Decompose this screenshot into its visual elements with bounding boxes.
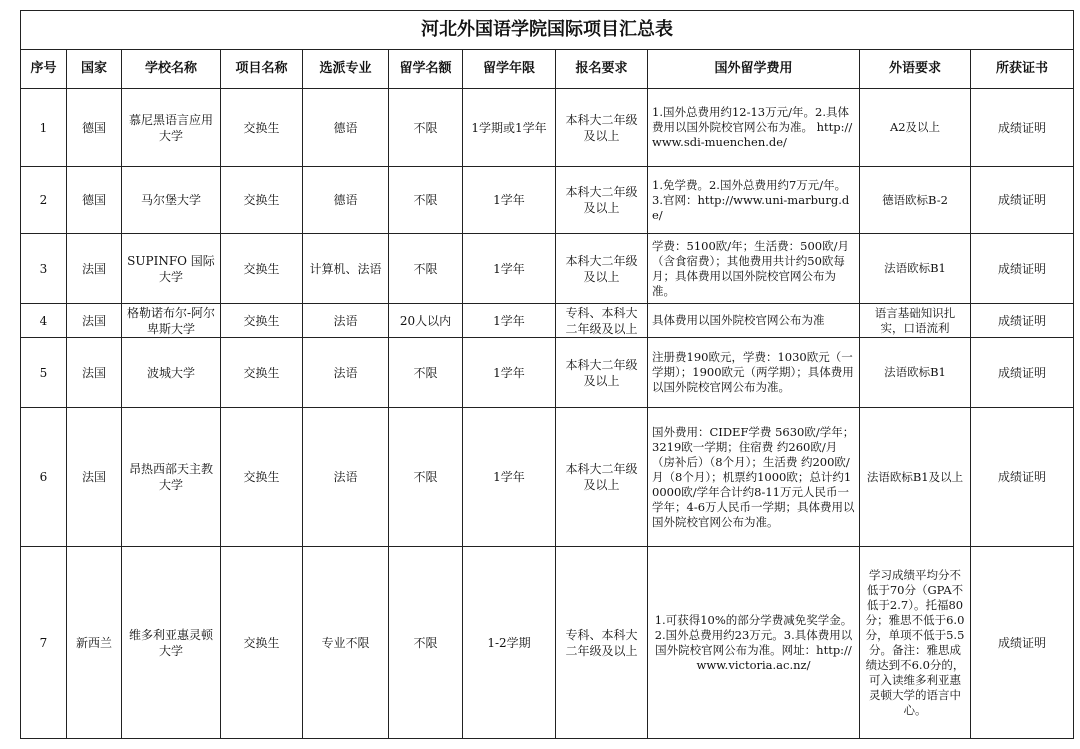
cell-project: 交换生: [221, 167, 303, 234]
table-row: [21, 547, 1074, 739]
cell-country: 德国: [67, 89, 122, 167]
cell-quota: 不限: [389, 547, 463, 739]
cell-project: 交换生: [221, 304, 303, 338]
col-header-quota: 留学名额: [389, 50, 463, 89]
cell-fee: 注册费190欧元，学费：1030欧元（一学期）；1900欧元（两学期）；具体费用以国外院校官网公布为准。: [648, 338, 860, 408]
table-row: [21, 234, 1074, 304]
table-title: 河北外国语学院国际项目汇总表: [21, 11, 1074, 50]
col-header-school: 学校名称: [122, 50, 221, 89]
cell-requirement: 本科大二年级及以上: [556, 234, 648, 304]
cell-language: A2及以上: [860, 89, 971, 167]
cell-major: 法语: [303, 338, 389, 408]
cell-fee: 1.可获得10%的部分学费减免奖学金。2.国外总费用约23万元。3.具体费用以国外院校官网公布为准。网址：http://www.victoria.ac.nz/: [648, 547, 860, 739]
col-header-project: 项目名称: [221, 50, 303, 89]
cell-duration: 1学年: [463, 408, 556, 547]
cell-project: 交换生: [221, 234, 303, 304]
cell-fee: 具体费用以国外院校官网公布为准: [648, 304, 860, 338]
cell-language: 德语欧标B-2: [860, 167, 971, 234]
cell-school: SUPINFO 国际大学: [122, 234, 221, 304]
cell-quota: 不限: [389, 234, 463, 304]
cell-language: 法语欧标B1: [860, 234, 971, 304]
cell-certificate: 成绩证明: [971, 338, 1074, 408]
cell-certificate: 成绩证明: [971, 89, 1074, 167]
cell-requirement: 本科大二年级及以上: [556, 167, 648, 234]
cell-requirement: 本科大二年级及以上: [556, 338, 648, 408]
cell-language: 语言基础知识扎实，口语流利: [860, 304, 971, 338]
cell-project: 交换生: [221, 89, 303, 167]
cell-school: 昂热西部天主教大学: [122, 408, 221, 547]
cell-no: 6: [21, 408, 67, 547]
cell-duration: 1学年: [463, 167, 556, 234]
cell-country: 新西兰: [67, 547, 122, 739]
cell-country: 德国: [67, 167, 122, 234]
cell-certificate: 成绩证明: [971, 234, 1074, 304]
cell-major: 专业不限: [303, 547, 389, 739]
cell-duration: 1学年: [463, 234, 556, 304]
cell-major: 德语: [303, 89, 389, 167]
cell-fee: 学费：5100欧/年；生活费：500欧/月（含食宿费）；其他费用共计约50欧每月；具体费用以国外院校官网公布为准。: [648, 234, 860, 304]
cell-project: 交换生: [221, 547, 303, 739]
cell-no: 4: [21, 304, 67, 338]
col-header-country: 国家: [67, 50, 122, 89]
cell-country: 法国: [67, 234, 122, 304]
cell-school: 慕尼黑语言应用大学: [122, 89, 221, 167]
cell-quota: 不限: [389, 167, 463, 234]
cell-project: 交换生: [221, 338, 303, 408]
cell-no: 3: [21, 234, 67, 304]
col-header-certificate: 所获证书: [971, 50, 1074, 89]
cell-school: 波城大学: [122, 338, 221, 408]
cell-certificate: 成绩证明: [971, 167, 1074, 234]
cell-duration: 1-2学期: [463, 547, 556, 739]
cell-fee: 1.国外总费用约12-13万元/年。2.具体费用以国外院校官网公布为准。 http://www.sdi-muenchen.de/: [648, 89, 860, 167]
cell-language: 法语欧标B1及以上: [860, 408, 971, 547]
col-header-requirement: 报名要求: [556, 50, 648, 89]
cell-quota: 20人以内: [389, 304, 463, 338]
cell-school: 马尔堡大学: [122, 167, 221, 234]
cell-language: 学习成绩平均分不低于70分（GPA不低于2.7）。托福80分；雅思不低于6.0分，单项不低于5.5分。备注：雅思成绩达到不6.0分的，可入读维多利亚惠灵顿大学的语言中心。: [860, 547, 971, 739]
summary-sheet: [20, 10, 1073, 739]
table-row: [21, 304, 1074, 338]
cell-project: 交换生: [221, 408, 303, 547]
col-header-no: 序号: [21, 50, 67, 89]
cell-major: 计算机、法语: [303, 234, 389, 304]
col-header-duration: 留学年限: [463, 50, 556, 89]
cell-fee: 国外费用：CIDEF学费 5630欧/学年；3219欧一学期；住宿费 约260欧/月（房补后）（8个月）；生活费 约200欧/月（8个月）；机票约1000欧；总计约10000欧/学年合计约8-11万元人民币一学年；4-6万人民币一学期；具体费用以国外院校官网公布为准。: [648, 408, 860, 547]
header-row: [21, 50, 1074, 89]
cell-no: 1: [21, 89, 67, 167]
cell-duration: 1学期或1学年: [463, 89, 556, 167]
cell-language: 法语欧标B1: [860, 338, 971, 408]
cell-duration: 1学年: [463, 304, 556, 338]
cell-quota: 不限: [389, 408, 463, 547]
cell-quota: 不限: [389, 89, 463, 167]
cell-country: 法国: [67, 304, 122, 338]
cell-certificate: 成绩证明: [971, 408, 1074, 547]
cell-no: 2: [21, 167, 67, 234]
table-row: [21, 408, 1074, 547]
col-header-major: 选派专业: [303, 50, 389, 89]
cell-quota: 不限: [389, 338, 463, 408]
table-row: [21, 338, 1074, 408]
table-row: [21, 167, 1074, 234]
cell-requirement: 本科大二年级及以上: [556, 89, 648, 167]
cell-country: 法国: [67, 338, 122, 408]
cell-no: 5: [21, 338, 67, 408]
cell-school: 格勒诺布尔-阿尔卑斯大学: [122, 304, 221, 338]
cell-requirement: 本科大二年级及以上: [556, 408, 648, 547]
cell-fee: 1.免学费。2.国外总费用约7万元/年。3.官网：http://www.uni-marburg.de/: [648, 167, 860, 234]
cell-duration: 1学年: [463, 338, 556, 408]
cell-country: 法国: [67, 408, 122, 547]
cell-major: 德语: [303, 167, 389, 234]
cell-requirement: 专科、本科大二年级及以上: [556, 304, 648, 338]
cell-major: 法语: [303, 408, 389, 547]
project-table: [20, 10, 1074, 739]
cell-certificate: 成绩证明: [971, 547, 1074, 739]
cell-certificate: 成绩证明: [971, 304, 1074, 338]
cell-school: 维多利亚惠灵顿大学: [122, 547, 221, 739]
cell-no: 7: [21, 547, 67, 739]
table-row: [21, 89, 1074, 167]
col-header-language: 外语要求: [860, 50, 971, 89]
cell-major: 法语: [303, 304, 389, 338]
cell-requirement: 专科、本科大二年级及以上: [556, 547, 648, 739]
col-header-fee: 国外留学费用: [648, 50, 860, 89]
